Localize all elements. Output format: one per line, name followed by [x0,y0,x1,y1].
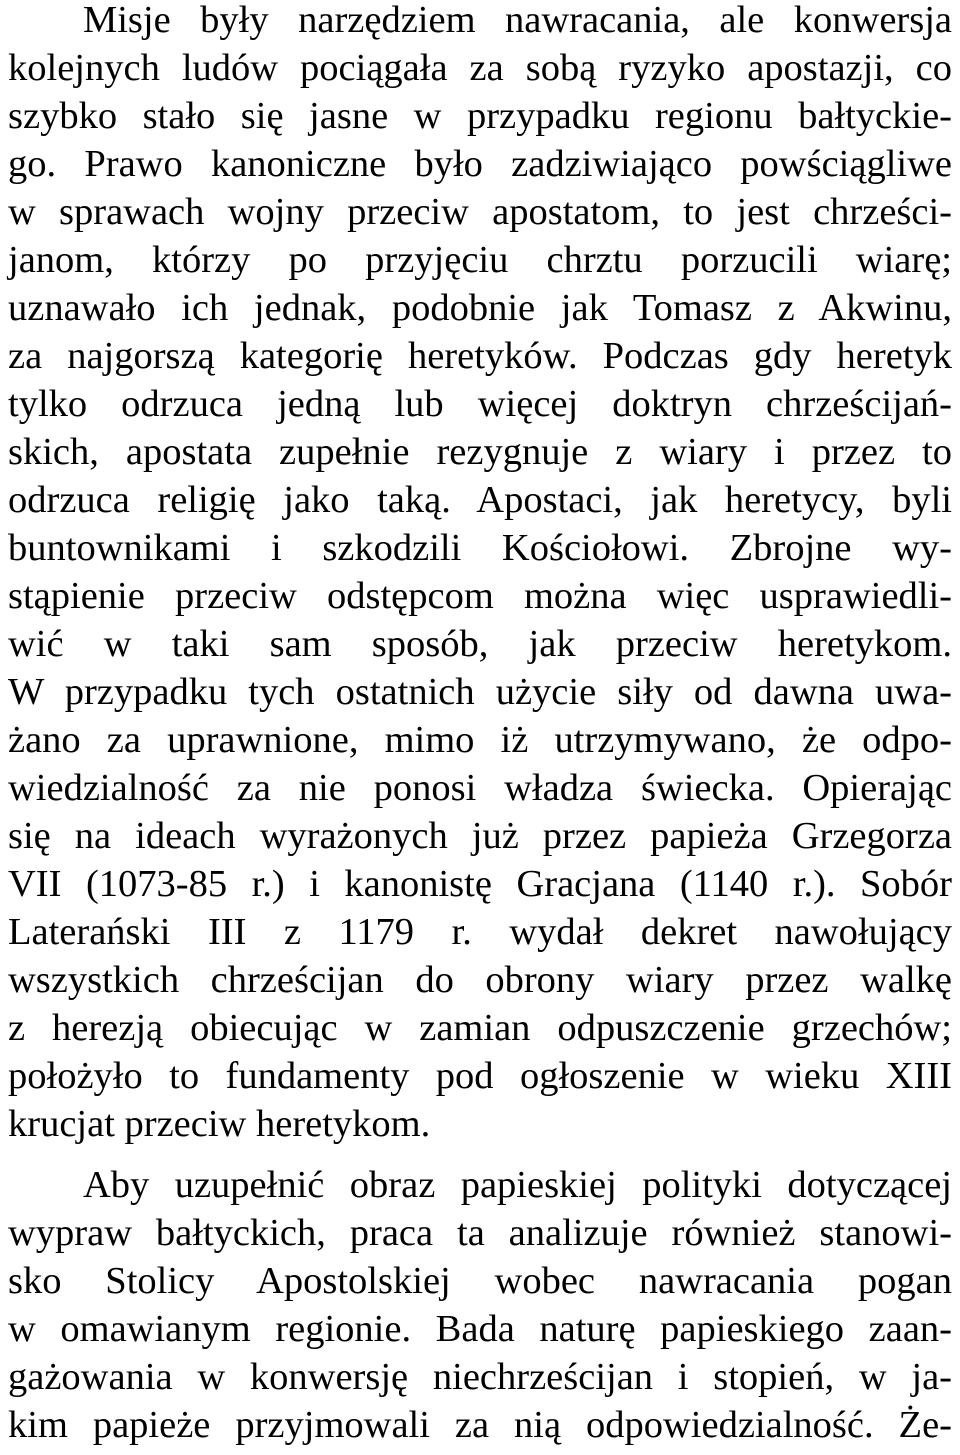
text-line: krucjat przeciw heretykom. [8,1103,431,1145]
text-line: uznawało ich jednak, podobnie jak Tomasz z Akwinu, [8,287,952,329]
text-line: gażowania w konwersję niechrześcijan i stopień, w ja- [8,1356,952,1398]
text-line: VII (1073-85 r.) i kanonistę Gracjana (1140 r.). Sobór [8,863,952,905]
text-line: w omawianym regionie. Bada naturę papieskiego zaan- [8,1308,952,1350]
text-line: się na ideach wyrażonych już przez papieża Grzegorza [8,815,952,857]
text-line: Misje były narzędziem nawracania, ale konwersja [83,0,952,41]
text-line: w sprawach wojny przeciw apostatom, to jest chrześci- [8,191,952,233]
text-line: stąpienie przeciw odstępcom można więc usprawiedli- [8,575,952,617]
text-line: za najgorszą kategorię heretyków. Podczas gdy heretyk [8,335,952,377]
text-line: wić w taki sam sposób, jak przeciw heretykom. [8,623,952,665]
text-line: tylko odrzuca jedną lub więcej doktryn chrześcijań- [8,383,952,425]
text-line: W przypadku tych ostatnich użycie siły od dawna uwa- [8,671,952,713]
text-line: kim papieże przyjmowali za nią odpowiedzialność. Że- [8,1404,952,1446]
text-line: odrzuca religię jako taką. Apostaci, jak heretycy, byli [8,479,952,521]
text-line: sko Stolicy Apostolskiej wobec nawracania pogan [8,1260,952,1302]
text-line: skich, apostata zupełnie rezygnuje z wiary i przez to [8,431,952,473]
text-line: Laterański III z 1179 r. wydał dekret nawołujący [8,911,952,953]
text-line: kolejnych ludów pociągała za sobą ryzyko apostazji, co [8,47,952,89]
text-line: żano za uprawnione, mimo iż utrzymywano, że odpo- [8,719,952,761]
text-line: położyło to fundamenty pod ogłoszenie w wieku XIII [8,1055,952,1097]
text-line: Aby uzupełnić obraz papieskiej polityki dotyczącej [83,1164,952,1206]
text-line: wiedzialność za nie ponosi władza świecka. Opierając [8,767,952,809]
text-line: janom, którzy po przyjęciu chrztu porzucili wiarę; [8,239,952,281]
text-line: buntownikami i szkodzili Kościołowi. Zbrojne wy- [8,527,952,569]
text-line: z herezją obiecując w zamian odpuszczenie grzechów; [8,1007,952,1049]
text-line: wypraw bałtyckich, praca ta analizuje również stanowi- [8,1212,952,1254]
text-line: wszystkich chrześcijan do obrony wiary przez walkę [8,959,952,1001]
text-line: szybko stało się jasne w przypadku regionu bałtyckie- [8,95,952,137]
text-line: go. Prawo kanoniczne było zadziwiająco powściągliwe [8,143,952,185]
